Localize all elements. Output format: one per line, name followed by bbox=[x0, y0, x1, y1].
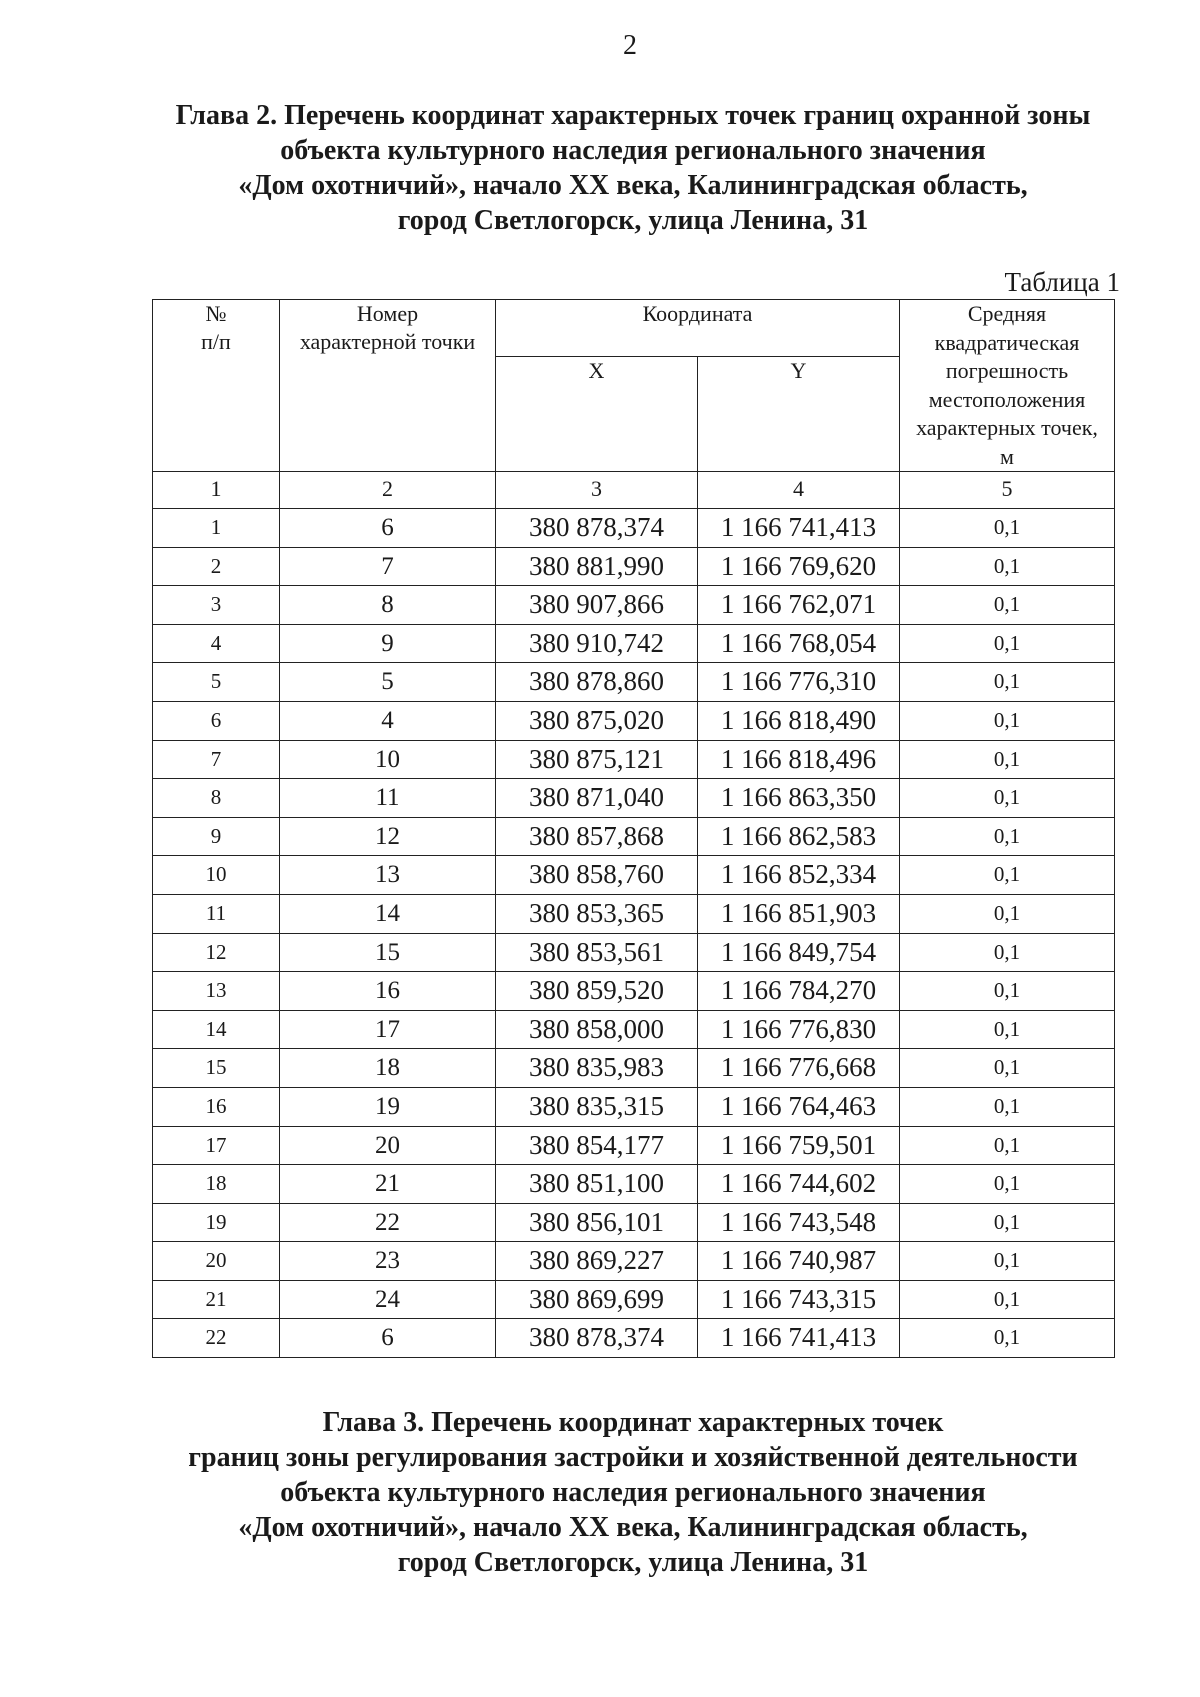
cell-row-number: 14 bbox=[153, 1010, 280, 1049]
cell-y: 1 166 776,830 bbox=[698, 1010, 900, 1049]
cell-row-number: 11 bbox=[153, 894, 280, 933]
table-body bbox=[153, 509, 1115, 1358]
cell-point-number: 11 bbox=[280, 779, 496, 818]
cell-point-number: 10 bbox=[280, 740, 496, 779]
header-x: X bbox=[496, 356, 698, 471]
cell-error: 0,1 bbox=[900, 817, 1115, 856]
cell-x: 380 875,020 bbox=[496, 701, 698, 740]
cell-error: 0,1 bbox=[900, 663, 1115, 702]
table-row bbox=[153, 856, 1115, 895]
cell-y: 1 166 744,602 bbox=[698, 1165, 900, 1204]
cell-point-number: 6 bbox=[280, 1319, 496, 1358]
cell-y: 1 166 818,496 bbox=[698, 740, 900, 779]
cell-y: 1 166 762,071 bbox=[698, 586, 900, 625]
cell-row-number: 6 bbox=[153, 701, 280, 740]
cell-row-number: 21 bbox=[153, 1280, 280, 1319]
cell-error: 0,1 bbox=[900, 701, 1115, 740]
cell-point-number: 4 bbox=[280, 701, 496, 740]
cell-point-number: 24 bbox=[280, 1280, 496, 1319]
chapter-2-title-line: объекта культурного наследия регионального значения bbox=[280, 135, 986, 166]
table-caption: Таблица 1 bbox=[1004, 267, 1120, 297]
header-error-line: квадратическая bbox=[934, 329, 1080, 355]
column-number: 5 bbox=[900, 472, 1115, 509]
cell-row-number: 9 bbox=[153, 817, 280, 856]
chapter-3-title-line: объекта культурного наследия регионального значения bbox=[280, 1477, 986, 1508]
cell-y: 1 166 741,413 bbox=[698, 509, 900, 548]
cell-point-number: 5 bbox=[280, 663, 496, 702]
header-coordinate: Координата bbox=[496, 300, 900, 357]
table-row bbox=[153, 933, 1115, 972]
cell-point-number: 15 bbox=[280, 933, 496, 972]
table-row bbox=[153, 1087, 1115, 1126]
cell-point-number: 13 bbox=[280, 856, 496, 895]
cell-x: 380 871,040 bbox=[496, 779, 698, 818]
cell-error: 0,1 bbox=[900, 1126, 1115, 1165]
cell-x: 380 878,374 bbox=[496, 509, 698, 548]
chapter-3-title-line: город Светлогорск, улица Ленина, 31 bbox=[397, 1547, 869, 1578]
cell-x: 380 835,983 bbox=[496, 1049, 698, 1088]
cell-point-number: 23 bbox=[280, 1242, 496, 1281]
chapter-2-title-line: город Светлогорск, улица Ленина, 31 bbox=[397, 205, 869, 236]
cell-y: 1 166 769,620 bbox=[698, 547, 900, 586]
cell-row-number: 2 bbox=[153, 547, 280, 586]
table-row bbox=[153, 1280, 1115, 1319]
cell-error: 0,1 bbox=[900, 509, 1115, 548]
cell-point-number: 6 bbox=[280, 509, 496, 548]
cell-error: 0,1 bbox=[900, 1319, 1115, 1358]
cell-point-number: 8 bbox=[280, 586, 496, 625]
header-point-number-line: характерной точки bbox=[299, 329, 476, 354]
column-number-row bbox=[153, 472, 1115, 509]
cell-y: 1 166 852,334 bbox=[698, 856, 900, 895]
cell-error: 0,1 bbox=[900, 894, 1115, 933]
cell-point-number: 14 bbox=[280, 894, 496, 933]
cell-y: 1 166 764,463 bbox=[698, 1087, 900, 1126]
cell-row-number: 20 bbox=[153, 1242, 280, 1281]
cell-point-number: 20 bbox=[280, 1126, 496, 1165]
cell-point-number: 22 bbox=[280, 1203, 496, 1242]
table-row bbox=[153, 1165, 1115, 1204]
table-row bbox=[153, 701, 1115, 740]
table-row bbox=[153, 1242, 1115, 1281]
cell-row-number: 5 bbox=[153, 663, 280, 702]
cell-x: 380 835,315 bbox=[496, 1087, 698, 1126]
cell-x: 380 869,699 bbox=[496, 1280, 698, 1319]
table-row bbox=[153, 547, 1115, 586]
cell-y: 1 166 743,315 bbox=[698, 1280, 900, 1319]
chapter-2-title-line: Глава 2. Перечень координат характерных точек границ охранной зоны bbox=[175, 100, 1091, 131]
cell-x: 380 881,990 bbox=[496, 547, 698, 586]
cell-point-number: 9 bbox=[280, 624, 496, 663]
cell-point-number: 16 bbox=[280, 972, 496, 1011]
cell-y: 1 166 862,583 bbox=[698, 817, 900, 856]
cell-error: 0,1 bbox=[900, 1242, 1115, 1281]
cell-y: 1 166 768,054 bbox=[698, 624, 900, 663]
cell-x: 380 853,561 bbox=[496, 933, 698, 972]
cell-y: 1 166 743,548 bbox=[698, 1203, 900, 1242]
cell-row-number: 13 bbox=[153, 972, 280, 1011]
cell-row-number: 12 bbox=[153, 933, 280, 972]
header-row-number bbox=[153, 300, 280, 472]
cell-row-number: 10 bbox=[153, 856, 280, 895]
cell-x: 380 910,742 bbox=[496, 624, 698, 663]
cell-x: 380 875,121 bbox=[496, 740, 698, 779]
cell-y: 1 166 759,501 bbox=[698, 1126, 900, 1165]
cell-x: 380 907,866 bbox=[496, 586, 698, 625]
table-row bbox=[153, 817, 1115, 856]
cell-error: 0,1 bbox=[900, 856, 1115, 895]
column-number: 4 bbox=[698, 472, 900, 509]
table-row bbox=[153, 1049, 1115, 1088]
cell-y: 1 166 741,413 bbox=[698, 1319, 900, 1358]
cell-row-number: 17 bbox=[153, 1126, 280, 1165]
cell-error: 0,1 bbox=[900, 1049, 1115, 1088]
table-header-row bbox=[153, 300, 1115, 357]
cell-point-number: 19 bbox=[280, 1087, 496, 1126]
cell-y: 1 166 740,987 bbox=[698, 1242, 900, 1281]
table-row bbox=[153, 663, 1115, 702]
column-number: 2 bbox=[280, 472, 496, 509]
header-point-number-line: Номер bbox=[356, 301, 419, 326]
cell-error: 0,1 bbox=[900, 740, 1115, 779]
table-row bbox=[153, 624, 1115, 663]
header-row-number-line: № bbox=[205, 301, 227, 326]
column-number: 3 bbox=[496, 472, 698, 509]
cell-point-number: 18 bbox=[280, 1049, 496, 1088]
cell-x: 380 858,760 bbox=[496, 856, 698, 895]
cell-error: 0,1 bbox=[900, 1010, 1115, 1049]
header-row-number-line: п/п bbox=[201, 329, 231, 354]
cell-error: 0,1 bbox=[900, 586, 1115, 625]
coordinates-table bbox=[152, 299, 1115, 1358]
cell-error: 0,1 bbox=[900, 933, 1115, 972]
cell-x: 380 858,000 bbox=[496, 1010, 698, 1049]
cell-error: 0,1 bbox=[900, 1165, 1115, 1204]
cell-row-number: 1 bbox=[153, 509, 280, 548]
cell-x: 380 851,100 bbox=[496, 1165, 698, 1204]
header-error-line: Средняя bbox=[967, 301, 1047, 326]
table-row bbox=[153, 1203, 1115, 1242]
cell-row-number: 3 bbox=[153, 586, 280, 625]
cell-error: 0,1 bbox=[900, 972, 1115, 1011]
header-error-line: м bbox=[1000, 443, 1014, 469]
cell-y: 1 166 818,490 bbox=[698, 701, 900, 740]
cell-row-number: 8 bbox=[153, 779, 280, 818]
chapter-3-title-line: «Дом охотничий», начало XX века, Калининградская область, bbox=[238, 1512, 1028, 1543]
cell-x: 380 853,365 bbox=[496, 894, 698, 933]
cell-row-number: 18 bbox=[153, 1165, 280, 1204]
header-error-line: характерных точек, bbox=[916, 415, 1098, 440]
cell-x: 380 857,868 bbox=[496, 817, 698, 856]
cell-x: 380 859,520 bbox=[496, 972, 698, 1011]
cell-x: 380 878,860 bbox=[496, 663, 698, 702]
chapter-2-title bbox=[0, 98, 1200, 238]
table-row bbox=[153, 1126, 1115, 1165]
cell-point-number: 17 bbox=[280, 1010, 496, 1049]
cell-error: 0,1 bbox=[900, 779, 1115, 818]
cell-x: 380 869,227 bbox=[496, 1242, 698, 1281]
header-mean-square-error bbox=[900, 300, 1115, 472]
table-row bbox=[153, 894, 1115, 933]
chapter-3-title-line: Глава 3. Перечень координат характерных точек bbox=[322, 1407, 944, 1438]
cell-error: 0,1 bbox=[900, 1280, 1115, 1319]
table-row bbox=[153, 740, 1115, 779]
table-row bbox=[153, 586, 1115, 625]
header-y: Y bbox=[698, 356, 900, 471]
cell-row-number: 4 bbox=[153, 624, 280, 663]
cell-y: 1 166 776,668 bbox=[698, 1049, 900, 1088]
chapter-2-title-line: «Дом охотничий», начало XX века, Калининградская область, bbox=[238, 170, 1028, 201]
table-row bbox=[153, 1319, 1115, 1358]
cell-error: 0,1 bbox=[900, 547, 1115, 586]
cell-row-number: 7 bbox=[153, 740, 280, 779]
cell-y: 1 166 776,310 bbox=[698, 663, 900, 702]
cell-row-number: 22 bbox=[153, 1319, 280, 1358]
chapter-3-title bbox=[0, 1405, 1200, 1580]
cell-point-number: 21 bbox=[280, 1165, 496, 1204]
cell-row-number: 16 bbox=[153, 1087, 280, 1126]
header-error-line: местоположения bbox=[928, 386, 1086, 412]
cell-point-number: 12 bbox=[280, 817, 496, 856]
cell-row-number: 15 bbox=[153, 1049, 280, 1088]
cell-row-number: 19 bbox=[153, 1203, 280, 1242]
cell-error: 0,1 bbox=[900, 1203, 1115, 1242]
column-number: 1 bbox=[153, 472, 280, 509]
cell-y: 1 166 784,270 bbox=[698, 972, 900, 1011]
cell-error: 0,1 bbox=[900, 624, 1115, 663]
chapter-3-title-line: границ зоны регулирования застройки и хозяйственной деятельности bbox=[188, 1442, 1078, 1473]
table-row bbox=[153, 779, 1115, 818]
table-row bbox=[153, 972, 1115, 1011]
cell-y: 1 166 863,350 bbox=[698, 779, 900, 818]
cell-x: 380 878,374 bbox=[496, 1319, 698, 1358]
page-number: 2 bbox=[623, 30, 637, 61]
header-point-number bbox=[280, 300, 496, 472]
cell-x: 380 856,101 bbox=[496, 1203, 698, 1242]
table-row bbox=[153, 1010, 1115, 1049]
cell-error: 0,1 bbox=[900, 1087, 1115, 1126]
cell-point-number: 7 bbox=[280, 547, 496, 586]
cell-y: 1 166 849,754 bbox=[698, 933, 900, 972]
table-row bbox=[153, 509, 1115, 548]
cell-y: 1 166 851,903 bbox=[698, 894, 900, 933]
cell-x: 380 854,177 bbox=[496, 1126, 698, 1165]
header-error-line: погрешность bbox=[945, 358, 1069, 383]
